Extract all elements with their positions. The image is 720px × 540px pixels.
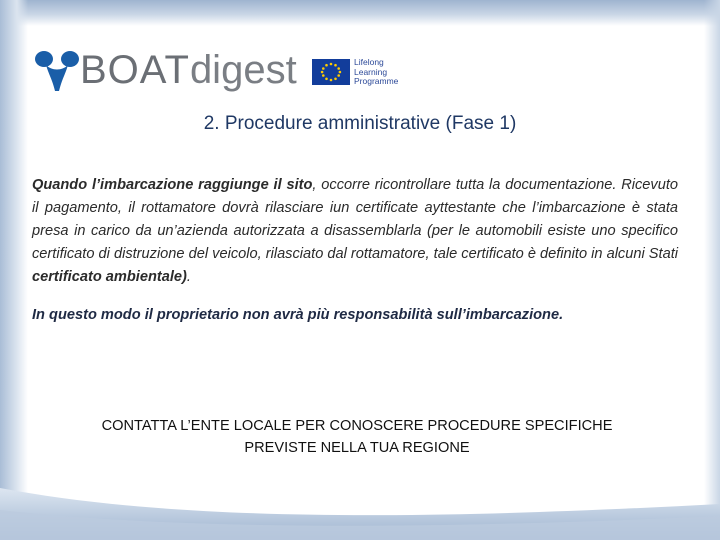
programme-label — [354, 58, 398, 87]
body-text: , occorre ricontrollare tutta la documentazione. Ricevuto il pagamento, il rottamatore dovrà rilasciare iun certificate ayttestante che l’imbarcazione è stata presa in carico da un’azienda autorizzata a disassemblarla (per le automobili esiste uno specifico certificato di distruzione del veicolo, rilasciato dal rottamatore, tale certificato è definito in alcuni Stati — [32, 177, 678, 262]
body-paragraph — [32, 174, 678, 289]
slide-frame-top — [0, 0, 720, 26]
body-emphasis-site: Quando l’imbarcazione raggiunge il sito — [32, 177, 313, 193]
slide-frame-left — [0, 0, 28, 540]
contact-callout-line: CONTATTA L’ENTE LOCALE PER CONOSCERE PROCEDURE SPECIFICHE — [101, 418, 613, 434]
body-emphasis-certificate: certificato ambientale) — [32, 269, 187, 285]
eu-flag-icon — [312, 59, 350, 85]
lifelong-learning-programme-logo — [312, 58, 398, 87]
responsibility-note: In questo modo il proprietario non avrà più responsabilità sull’imbarcazione. — [32, 307, 564, 323]
programme-line: Lifelong — [354, 57, 384, 67]
logo-brand-main: BOAT — [80, 48, 190, 92]
logo-brand-sub: digest — [189, 48, 297, 92]
programme-line: Learning — [354, 66, 388, 77]
boatdigest-logo — [34, 40, 297, 100]
contact-callout-line: PREVISTE NELLA TUA REGIONE — [244, 440, 470, 456]
contact-callout — [0, 415, 714, 459]
bottom-wave-decoration — [0, 470, 720, 540]
boat-digest-logo-icon — [34, 47, 80, 93]
body-text-end: . — [186, 269, 191, 285]
programme-line: Programme — [354, 76, 399, 86]
slide-title: 2. Procedure amministrative (Fase 1) — [203, 113, 517, 134]
slide-frame-right — [704, 0, 720, 540]
